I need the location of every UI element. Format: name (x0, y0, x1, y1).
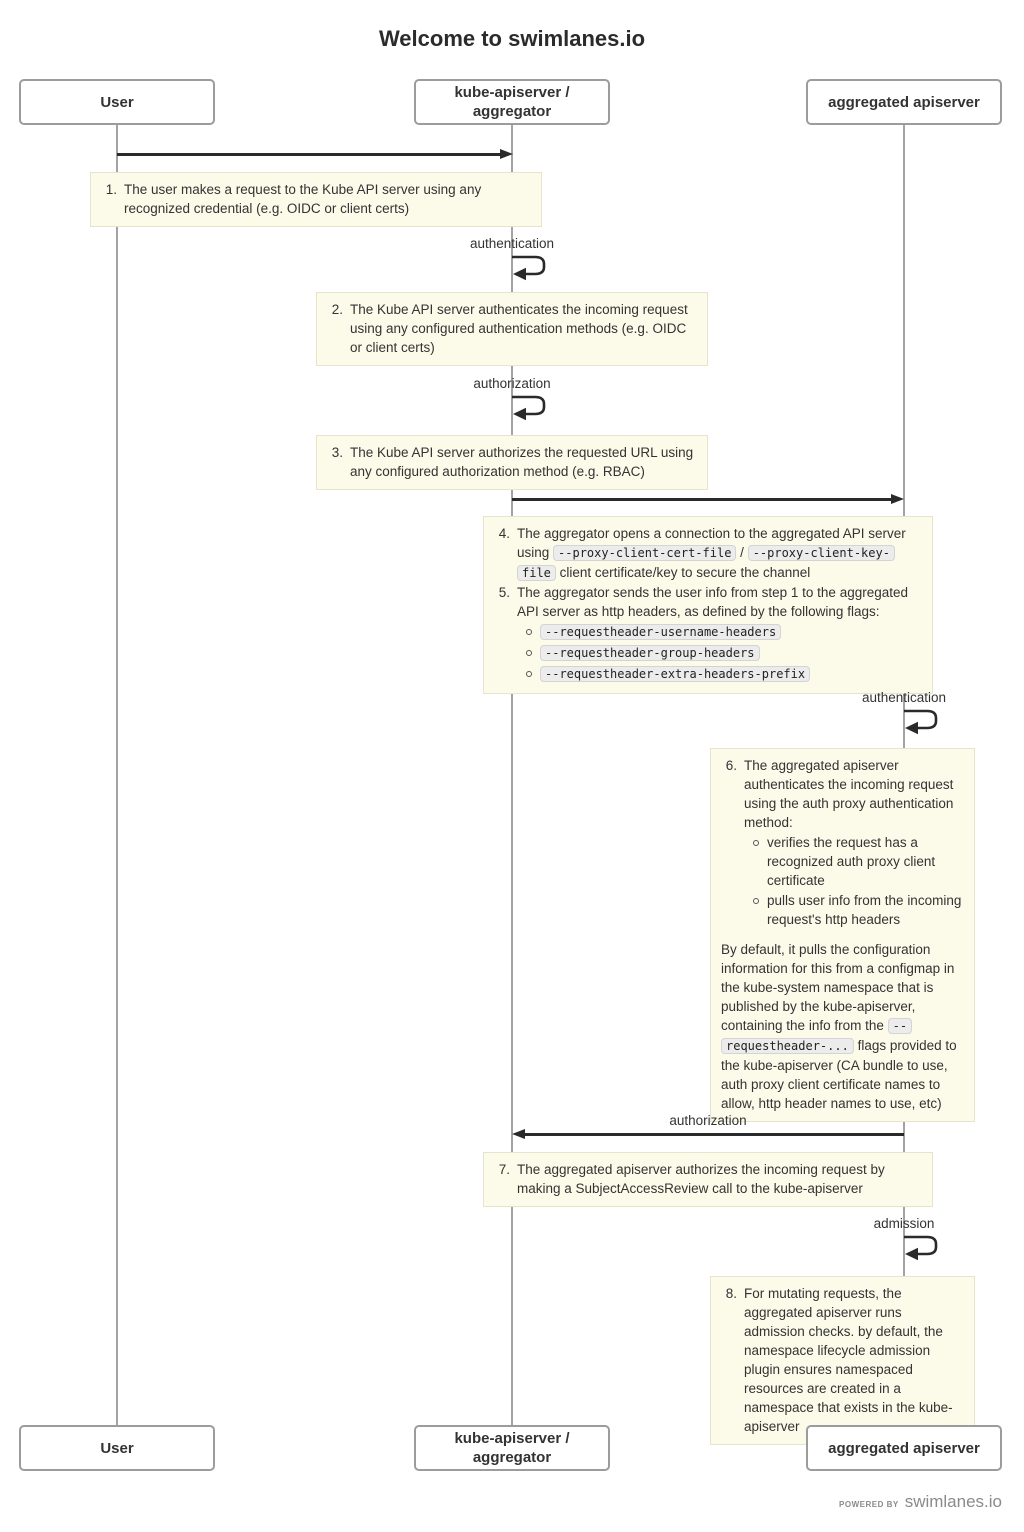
loop-label-authorization-kube: authorization (473, 376, 551, 391)
note-step-8 (710, 1276, 975, 1445)
code-chip-requestheader-username-headers: --requestheader-username-headers (540, 624, 781, 640)
note-text-segment: / (736, 545, 748, 560)
arrow-shaft (512, 498, 894, 500)
note-step-2 (316, 292, 708, 366)
bullet-circle-icon (753, 840, 759, 846)
note-text: The Kube API server authenticates the incoming request using any configured authentication methods (e.g. OIDC or client certs) (350, 302, 688, 355)
bullet-list-item (750, 891, 963, 929)
list-number: 8. (725, 1286, 737, 1301)
list-number: 5. (498, 585, 510, 600)
message-arrow-kube-to-aggregated (512, 494, 904, 506)
list-number: 7. (498, 1162, 510, 1177)
note-text-segment: By default, it pulls the configuration information for this from a configmap in the kube-system namespace that is published by the kube-apiserver, containing the info from the (721, 942, 955, 1033)
list-number: 4. (498, 526, 510, 541)
note-text (517, 583, 921, 685)
bullet-circle-icon (526, 629, 532, 635)
note-text-segment: client certificate/key to secure the channel (555, 565, 811, 580)
list-number: 1. (105, 182, 117, 197)
actor-label-kube-line1: kube-apiserver / (454, 84, 570, 101)
note-steps-4-5 (483, 516, 933, 694)
actor-label-user: User (100, 1439, 134, 1457)
message-arrow-aggregated-to-kube (512, 1129, 904, 1141)
powered-by-label: POWERED BY (839, 1500, 899, 1509)
bullet-circle-icon (526, 650, 532, 656)
actor-label-aggregated: aggregated apiserver (828, 93, 980, 111)
actor-label-kube-line1: kube-apiserver / (454, 1430, 570, 1447)
list-number: 3. (331, 445, 343, 460)
arrow-shaft (117, 153, 503, 155)
actor-box-user-top (19, 79, 215, 125)
note-text (744, 756, 963, 930)
flag-list-item (523, 622, 921, 642)
actor-label-user: User (100, 93, 134, 111)
message-arrow-user-to-kube (117, 149, 513, 161)
bullet-text: verifies the request has a recognized auth proxy client certificate (767, 835, 936, 888)
page-title: Welcome to swimlanes.io (378, 26, 646, 51)
note-text-segment: The aggregator sends the user info from step 1 to the aggregated API server as http headers, as defined by the following flags: (517, 585, 908, 619)
note-step-3 (316, 435, 708, 490)
lifeline-user (116, 125, 118, 1425)
code-chip-requestheader-extra-headers-prefix: --requestheader-extra-headers-prefix (540, 666, 810, 682)
bullet-list-item (750, 833, 963, 890)
arrowhead-right-icon (891, 494, 904, 504)
loop-label-admission-aggregated: admission (873, 1216, 935, 1231)
note-text (517, 524, 921, 583)
self-loop-arrow-icon (902, 1234, 948, 1264)
actor-box-aggregated-apiserver-top (806, 79, 1002, 125)
self-loop-arrow-icon (510, 254, 556, 284)
footer (839, 1492, 1002, 1512)
code-chip-proxy-client-cert-file: --proxy-client-cert-file (553, 545, 736, 561)
bullet-circle-icon (526, 671, 532, 677)
code-chip-requestheader-group-headers: --requestheader-group-headers (540, 645, 760, 661)
self-loop-arrow-icon (902, 708, 948, 738)
self-loop-arrow-icon (510, 394, 556, 424)
note-text-segment: flags provided to the kube-apiserver (CA bundle to use, auth proxy client certificate names to allow, http header names to use, etc) (721, 1038, 957, 1111)
code-chip-proxy-client-key-file: --proxy-client-key-file (517, 545, 895, 581)
bullet-circle-icon (753, 898, 759, 904)
note-step-7 (483, 1152, 933, 1207)
flag-list-item (523, 643, 921, 663)
note-text: The user makes a request to the Kube API server using any recognized credential (e.g. OIDC or client certs) (124, 182, 482, 216)
note-text-segment: The aggregated apiserver authenticates the incoming request using the auth proxy authentication method: (744, 758, 954, 830)
note-text-segment: The aggregator opens a connection to the aggregated API server using (517, 526, 906, 560)
actor-label-aggregated: aggregated apiserver (828, 1439, 980, 1457)
list-number: 2. (331, 302, 343, 317)
note-step-6 (710, 748, 975, 1122)
flag-list-item (523, 664, 921, 684)
note-text: The aggregated apiserver authorizes the incoming request by making a SubjectAccessReview call to the kube-apiserver (517, 1162, 885, 1196)
loop-label-authentication-aggregated: authentication (861, 690, 947, 705)
bullet-text: pulls user info from the incoming request's http headers (767, 893, 962, 927)
arrowhead-left-icon (512, 1129, 525, 1139)
swimlanes-brand-link[interactable]: swimlanes.io (904, 1492, 1002, 1511)
actor-box-kube-apiserver-bottom (414, 1425, 610, 1471)
actor-label-kube-line2: aggregator (472, 103, 552, 120)
note-text: For mutating requests, the aggregated apiserver runs admission checks. by default, the namespace lifecycle admission plugin ensures namespaced resources are created in a namespace that exists in the kube-apiserver (744, 1286, 953, 1434)
actor-box-aggregated-apiserver-bottom (806, 1425, 1002, 1471)
arrowhead-right-icon (500, 149, 513, 159)
actor-label-kube-line2: aggregator (472, 1449, 552, 1466)
loop-label-authentication-kube: authentication (469, 236, 555, 251)
note-paragraph (721, 940, 963, 1113)
code-chip-requestheader-dots: --requestheader-... (721, 1018, 912, 1054)
actor-box-user-bottom (19, 1425, 215, 1471)
note-text: The Kube API server authorizes the requested URL using any configured authorization method (e.g. RBAC) (350, 445, 694, 479)
note-step-1 (90, 172, 542, 227)
actor-box-kube-apiserver-top (414, 79, 610, 125)
message-label-authorization: authorization (669, 1113, 747, 1128)
arrow-shaft (522, 1133, 904, 1135)
list-number: 6. (725, 758, 737, 773)
